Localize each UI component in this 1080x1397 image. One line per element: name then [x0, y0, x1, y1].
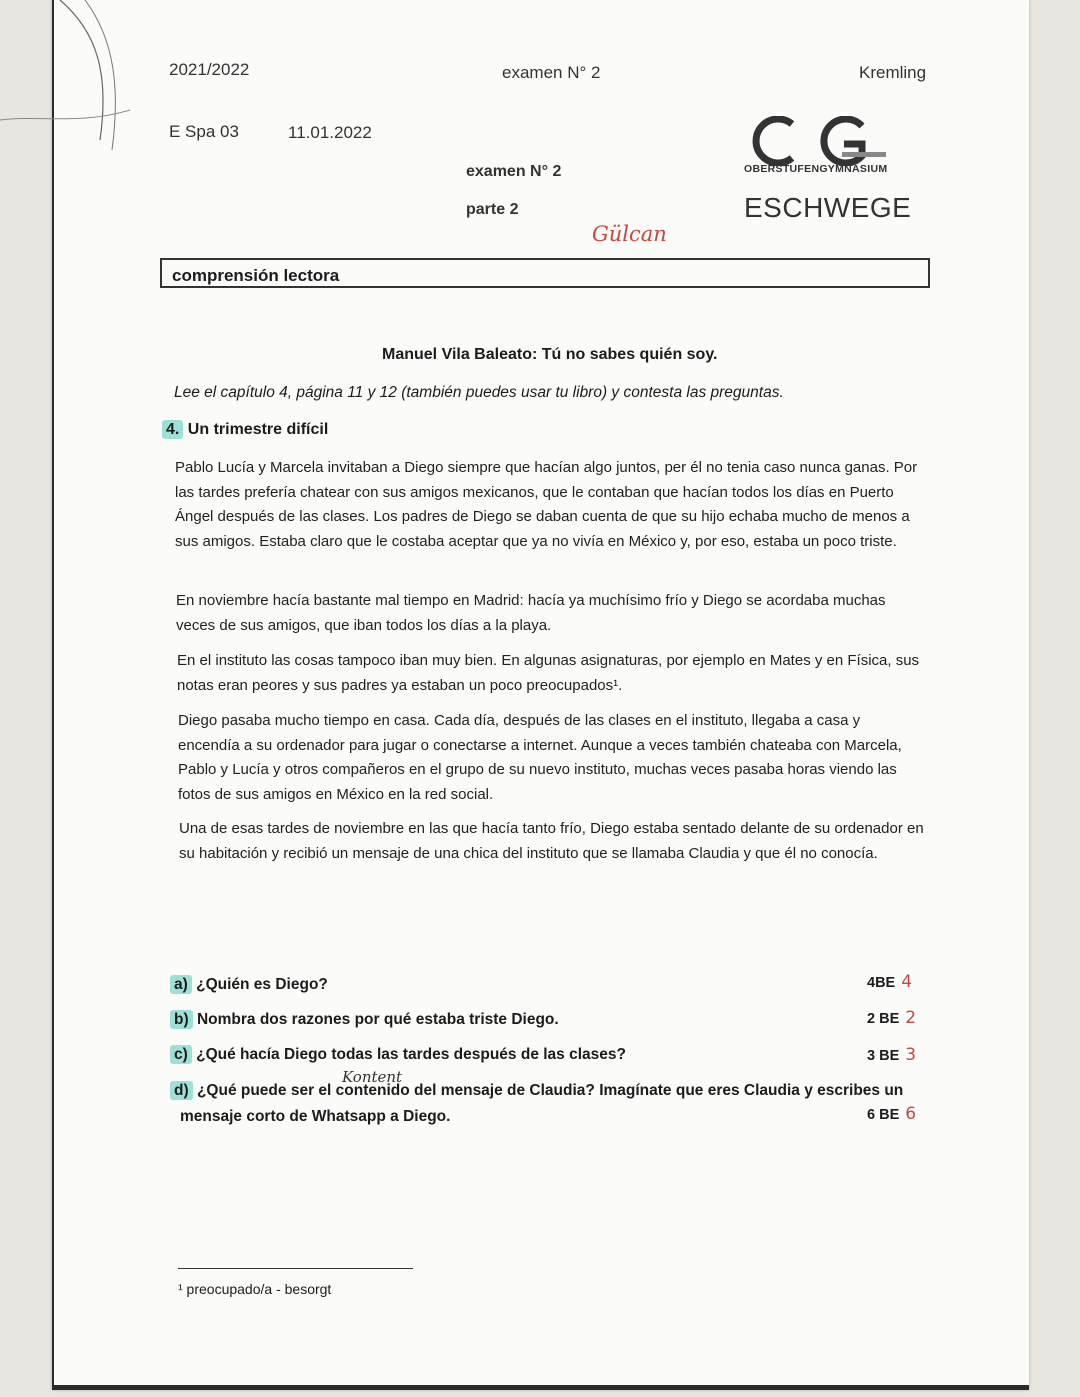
footnote: ¹ preocupado/a - besorgt [178, 1281, 332, 1297]
exam-sheet [52, 0, 1029, 1390]
question-a-label: a) [170, 975, 192, 994]
footnote-divider [178, 1268, 413, 1269]
instructions: Lee el capítulo 4, página 11 y 12 (también puedes usar tu libro) y contesta las preguntas. [174, 384, 784, 401]
points-d-mark: 6 [905, 1104, 917, 1124]
points-a-value: 4BE [867, 975, 896, 991]
exam-date: 11.01.2022 [288, 123, 372, 142]
question-b-text: Nombra dos razones por qué estaba triste Diego. [196, 1011, 559, 1028]
logo-subtitle: OBERSTUFENGYMNASIUM [744, 163, 888, 175]
points-d-value: 6 BE [867, 1107, 900, 1123]
question-a [170, 976, 328, 994]
margin-scribble [0, 0, 140, 160]
chapter-heading [162, 421, 328, 439]
student-name-handwritten: Gülcan [592, 222, 667, 246]
exam-part: parte 2 [466, 201, 519, 218]
exam-label-top: examen N° 2 [502, 63, 601, 82]
handwritten-note: Kontent [342, 1068, 403, 1086]
points-b [867, 1008, 916, 1028]
question-d [170, 1082, 903, 1100]
section-box-label: comprensión lectora [172, 266, 340, 285]
points-a [867, 972, 912, 992]
paragraph-1: Pablo Lucía y Marcela invitaban a Diego siempre que hacían algo juntos, per él no tenia caso nunca ganas. Por las tardes prefería chatear con sus amigos mexicanos, que le contaban que hacían todos los días en Puerto Ángel después de las clases. Los padres de Diego se daban cuenta de que su hijo echaba mucho de menos a sus amigos. Estaba claro que le costaba aceptar que ya no vivía en México y, por eso, estaba un poco triste. [175, 459, 918, 550]
paragraph-5: Una de esas tardes de noviembre en las que hacía tanto frío, Diego estaba sentado delante de su ordenador en su habitación y recibió un mensaje de una chica del instituto que se llamaba Claudia y que él no conocía. [179, 820, 924, 862]
chapter-number: 4. [162, 420, 183, 439]
school-logo-icon [744, 116, 894, 166]
school-year: 2021/2022 [169, 60, 250, 79]
points-c-value: 3 BE [867, 1048, 900, 1064]
question-b-label: b) [170, 1010, 193, 1029]
question-c-text: ¿Qué hacía Diego todas las tardes después de las clases? [196, 1046, 626, 1063]
points-c-mark: 3 [905, 1045, 917, 1065]
points-b-value: 2 BE [867, 1011, 900, 1027]
text-title: Manuel Vila Baleato: Tú no sabes quién soy. [382, 346, 718, 363]
points-c [867, 1045, 916, 1065]
exam-number: examen N° 2 [466, 163, 562, 180]
chapter-title: Un trimestre difícil [187, 421, 329, 438]
points-d [867, 1104, 916, 1124]
question-d-label: d) [170, 1081, 193, 1100]
question-d-text-line1: ¿Qué puede ser el contenido del mensaje de Claudia? Imagínate que eres Claudia y escribes un [196, 1082, 904, 1099]
section-box [160, 258, 930, 288]
paragraph-2: En noviembre hacía bastante mal tiempo en Madrid: hacía ya muchísimo frío y Diego se acordaba muchas veces de sus amigos, que iban todos los días a la playa. [176, 592, 886, 634]
paragraph-4: Diego pasaba mucho tiempo en casa. Cada día, después de las clases en el instituto, llegaba a casa y encendía a su ordenador para jugar o conectarse a internet. Aunque a veces también chateaba con Marcela, Pablo y Lucía y otros compañeros en el grupo de su nuevo instituto, muchas veces pasaba horas viendo las fotos de sus amigos en México en la red social. [178, 712, 902, 803]
paragraph-3: En el instituto las cosas tampoco iban muy bien. En algunas asignaturas, por ejemplo en Mates y en Física, sus notas eran peores y sus padres ya estaban un poco preocupados¹. [177, 652, 920, 694]
points-b-mark: 2 [905, 1008, 917, 1028]
question-c [170, 1046, 626, 1064]
points-a-mark: 4 [901, 972, 913, 992]
question-b [170, 1011, 559, 1029]
logo-name: ESCHWEGE [744, 192, 912, 223]
course-code: E Spa 03 [169, 122, 239, 141]
question-c-label: c) [170, 1045, 192, 1064]
question-d-line2: mensaje corto de Whatsapp a Diego. [180, 1108, 451, 1125]
question-a-text: ¿Quién es Diego? [196, 976, 328, 993]
teacher-name: Kremling [859, 63, 927, 82]
